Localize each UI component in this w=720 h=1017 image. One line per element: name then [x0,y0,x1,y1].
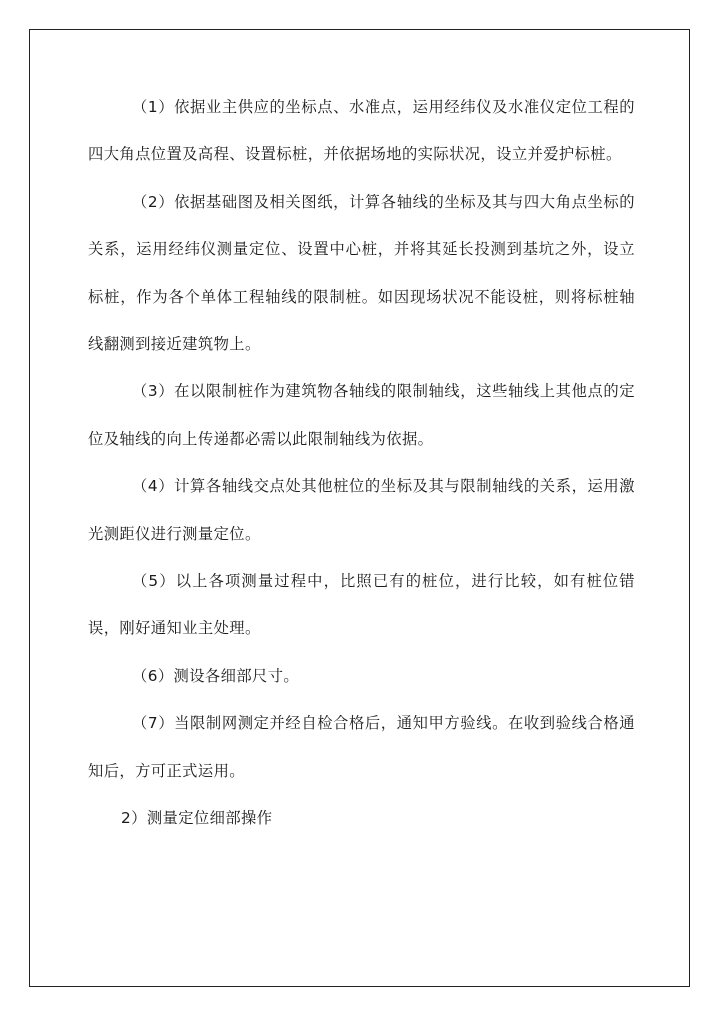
paragraph-7: （7）当限制网测定并经自检合格后，通知甲方验线。在收到验线合格通知后，方可正式运用。 [88,714,635,780]
section-subheading: 2）测量定位细部操作 [121,809,273,828]
paragraph-1: （1）依据业主供应的坐标点、水准点，运用经纬仪及水准仪定位工程的四大角点位置及高程、设置标桩，并依据场地的实际状况，设立并爱护标桩。 [88,98,635,164]
paragraph-4: （4）计算各轴线交点处其他桩位的坐标及其与限制轴线的关系，运用激光测距仪进行测量定位。 [88,477,635,543]
paragraph-3: （3）在以限制桩作为建筑物各轴线的限制轴线，这些轴线上其他点的定位及轴线的向上传递都必需以此限制轴线为依据。 [88,382,635,448]
document-body [88,84,635,843]
paragraph-2: （2）依据基础图及相关图纸，计算各轴线的坐标及其与四大角点坐标的关系，运用经纬仪测量定位、设置中心桩，并将其延长投测到基坑之外，设立标桩，作为各个单体工程轴线的限制桩。如因现场状况不能设桩，则将标桩轴线翻测到接近建筑物上。 [88,192,635,354]
paragraph-5: （5）以上各项测量过程中，比照已有的桩位，进行比较，如有桩位错误，刚好通知业主处理。 [88,572,635,638]
paragraph-6: （6）测设各细部尺寸。 [132,666,300,685]
